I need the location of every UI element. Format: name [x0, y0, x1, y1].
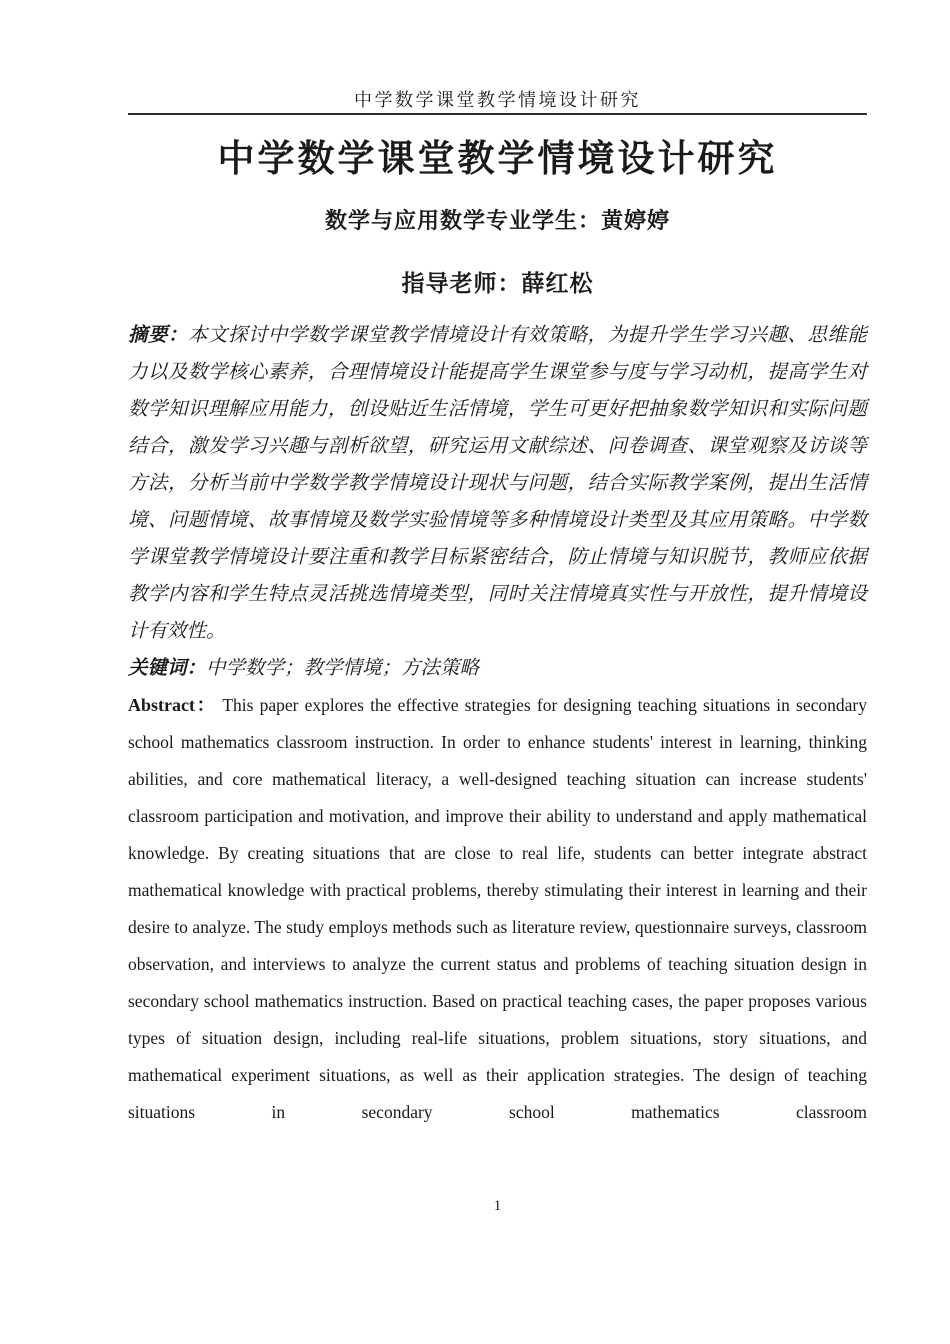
student-byline: 数学与应用数学专业学生：黄婷婷 — [324, 207, 670, 233]
abstract-cn-label: 摘要： — [128, 324, 188, 346]
keywords-label: 关键词： — [128, 657, 207, 679]
abstract-en-text: This paper explores the effective strategies for designing teaching situations in secondary school mathematics classroom instruction. In order to enhance students' interest in learning, thinking abilities, and core mathematical literacy, a well-designed teaching situation can increase students' classroom participation and motivation, and improve their ability to understand and apply mathematical knowledge. By creating situations that are close to real life, students can better integrate abstract mathematical knowledge with practical problems, thereby stimulating their interest in learning and their desire to analyze. The study employs methods such as literature review, questionnaire surveys, classroom observation, and interviews to analyze the current status and problems of teaching situation design in secondary school mathematics instruction. Based on practical teaching cases, the paper proposes various types of situation design, including real-life situations, problem situations, story situations, and mathematical experiment situations, as well as their application strategies. The design of teaching situations in secondary school mathematics classroom — [128, 694, 867, 1122]
abstract-en-label: Abstract： — [128, 694, 217, 715]
document-title: 中学数学课堂教学情境设计研究 — [217, 138, 778, 179]
abstract-en-paragraph — [128, 687, 867, 1131]
advisor-byline: 指导老师：薛红松 — [401, 270, 594, 296]
abstract-cn-text: 本文探讨中学数学课堂教学情境设计有效策略，为提升学生学习兴趣、思维能力以及数学核心素养，合理情境设计能提高学生课堂参与度与学习动机，提高学生对数学知识理解应用能力，创设贴近生活情境，学生可更好把抽象数学知识和实际问题结合，激发学习兴趣与剖析欲望，研究运用文献综述、问卷调查、课堂观察及访谈等方法，分析当前中学数学教学情境设计现状与问题，结合实际教学案例，提出生活情境、问题情境、故事情境及数学实验情境等多种情境设计类型及其应用策略。中学数学课堂教学情境设计要注重和教学目标紧密结合，防止情境与知识脱节，教师应依据教学内容和学生特点灵活挑选情境类型，同时关注情境真实性与开放性，提升情境设计有效性。 — [128, 324, 867, 642]
running-header: 中学数学课堂教学情境设计研究 — [128, 90, 867, 115]
keywords-text: 中学数学；教学情境；方法策略 — [206, 657, 480, 679]
page-number: 1 — [493, 1198, 502, 1214]
keywords-line — [128, 650, 867, 687]
abstract-cn-paragraph — [128, 317, 867, 650]
